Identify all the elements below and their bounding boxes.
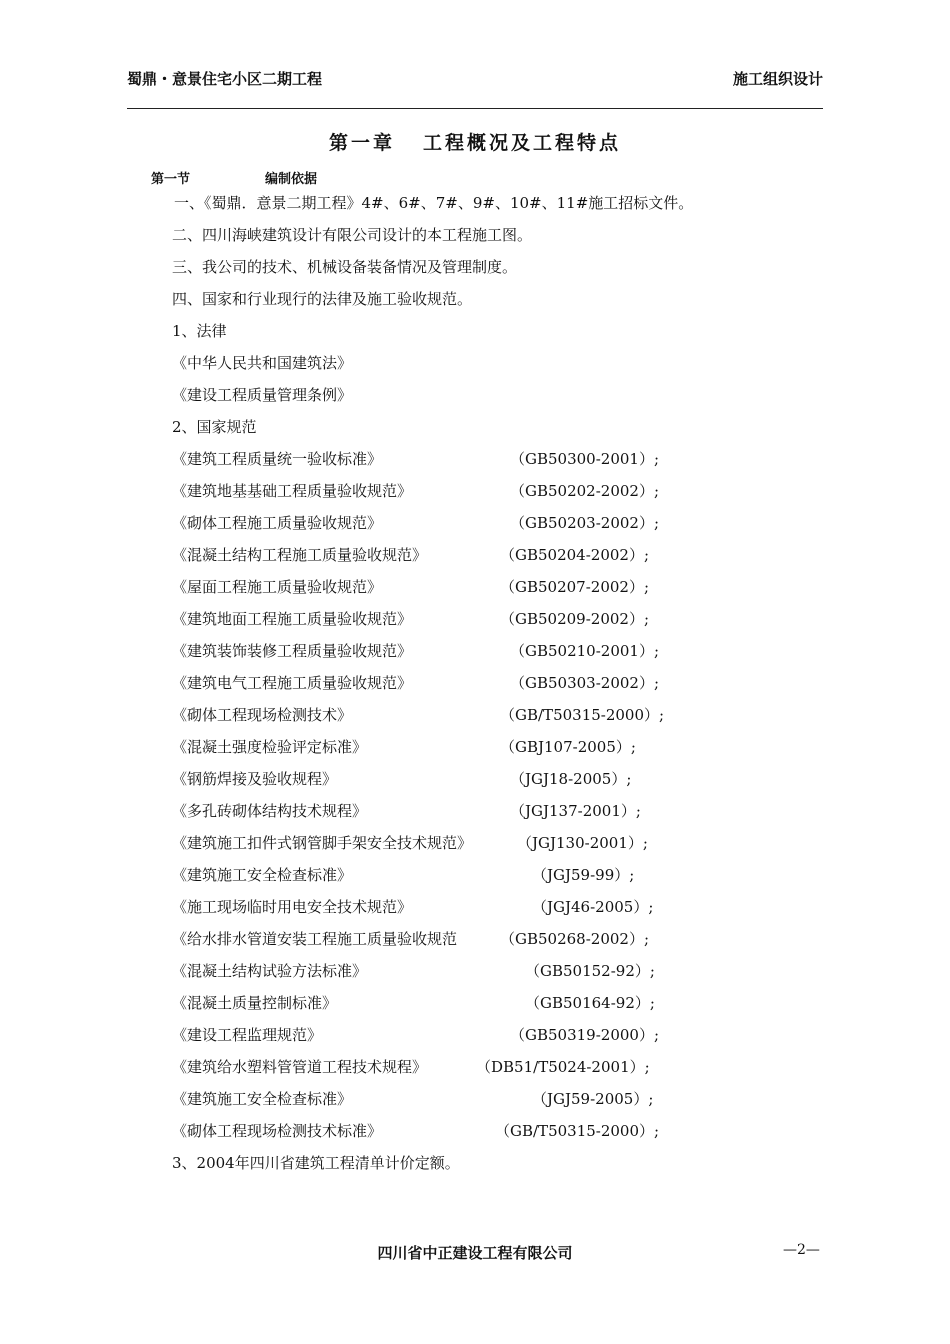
chapter-number: 第一章 — [328, 132, 395, 154]
standard-code: （GB50209-2002）; — [500, 610, 650, 628]
basis-item-2: 二、四川海峡建筑设计有限公司设计的本工程施工图。 — [172, 226, 533, 244]
standard-name: 《建筑施工安全检查标准》 — [172, 1090, 353, 1108]
standard-name: 《多孔砖砌体结构技术规程》 — [172, 802, 368, 820]
basis-item-1: 一、《蜀鼎．意景二期工程》4#、6#、7#、9#、10#、11#施工招标文件。 — [174, 194, 694, 212]
section-title: 编制依据 — [265, 172, 318, 187]
standard-code: （GB50319-2000）; — [510, 1026, 660, 1044]
standard-name: 《建筑给水塑料管管道工程技术规程》 — [172, 1058, 428, 1076]
standard-name: 《建筑施工安全检查标准》 — [172, 866, 353, 884]
law-item: 《中华人民共和国建筑法》 — [172, 354, 353, 372]
standard-name: 《建筑地基基础工程质量验收规范》 — [172, 482, 413, 500]
quota-item: 3、2004年四川省建筑工程清单计价定额。 — [172, 1154, 460, 1172]
standard-code: （DB51/T5024-2001）; — [476, 1058, 650, 1076]
standard-code: （JGJ46-2005）; — [532, 898, 654, 916]
page-number: —2— — [783, 1242, 820, 1258]
standard-name: 《砌体工程现场检测技术》 — [172, 706, 353, 724]
section-heading — [151, 168, 318, 187]
standard-code: （JGJ59-99）; — [532, 866, 635, 884]
standard-code: （GB/T50315-2000）; — [500, 706, 665, 724]
basis-item-4: 四、国家和行业现行的法律及施工验收规范。 — [172, 290, 473, 308]
header-document-type: 施工组织设计 — [732, 70, 823, 88]
basis-item-3: 三、我公司的技术、机械设备装备情况及管理制度。 — [172, 258, 518, 276]
standard-code: （GB50204-2002）; — [500, 546, 650, 564]
standard-code: （GB/T50315-2000）; — [495, 1122, 660, 1140]
standard-code: （JGJ18-2005）; — [510, 770, 632, 788]
standards-heading: 2、国家规范 — [172, 418, 257, 436]
standard-name: 《砌体工程施工质量验收规范》 — [172, 514, 383, 532]
standard-code: （GB50152-92）; — [525, 962, 655, 980]
standard-name: 《钢筋焊接及验收规程》 — [172, 770, 338, 788]
standard-name: 《混凝土强度检验评定标准》 — [172, 738, 368, 756]
footer-company: 四川省中正建设工程有限公司 — [377, 1244, 573, 1262]
standard-code: （JGJ137-2001）; — [510, 802, 641, 820]
standard-code: （GB50210-2001）; — [510, 642, 660, 660]
page-header — [127, 68, 823, 109]
standard-name: 《混凝土质量控制标准》 — [172, 994, 338, 1012]
standard-name: 《建筑装饰装修工程质量验收规范》 — [172, 642, 413, 660]
standard-name: 《屋面工程施工质量验收规范》 — [172, 578, 383, 596]
standard-code: （JGJ59-2005）; — [532, 1090, 654, 1108]
standard-code: （JGJ130-2001）; — [517, 834, 648, 852]
standard-name: 《施工现场临时用电安全技术规范》 — [172, 898, 413, 916]
standard-code: （GB50164-92）; — [525, 994, 655, 1012]
standard-code: （GB50268-2002）; — [500, 930, 650, 948]
standard-name: 《建筑工程质量统一验收标准》 — [172, 450, 383, 468]
standard-code: （GB50303-2002）; — [510, 674, 660, 692]
chapter-name: 工程概况及工程特点 — [423, 132, 622, 154]
standard-name: 《给水排水管道安装工程施工质量验收规范 — [172, 930, 458, 948]
section-number: 第一节 — [151, 172, 191, 187]
chapter-title — [0, 128, 950, 155]
standard-code: （GB50202-2002）; — [510, 482, 660, 500]
law-heading: 1、法律 — [172, 322, 227, 340]
law-item: 《建设工程质量管理条例》 — [172, 386, 353, 404]
standard-name: 《混凝土结构试验方法标准》 — [172, 962, 368, 980]
standard-name: 《建设工程监理规范》 — [172, 1026, 323, 1044]
standard-code: （GBJ107-2005）; — [500, 738, 636, 756]
standard-code: （GB50300-2001）; — [510, 450, 660, 468]
header-project-name: 蜀鼎・意景住宅小区二期工程 — [127, 70, 323, 88]
standard-name: 《砌体工程现场检测技术标准》 — [172, 1122, 383, 1140]
standard-code: （GB50203-2002）; — [510, 514, 660, 532]
standard-code: （GB50207-2002）; — [500, 578, 650, 596]
standard-name: 《混凝土结构工程施工质量验收规范》 — [172, 546, 428, 564]
standard-name: 《建筑地面工程施工质量验收规范》 — [172, 610, 413, 628]
standard-name: 《建筑施工扣件式钢管脚手架安全技术规范》 — [172, 834, 473, 852]
standard-name: 《建筑电气工程施工质量验收规范》 — [172, 674, 413, 692]
